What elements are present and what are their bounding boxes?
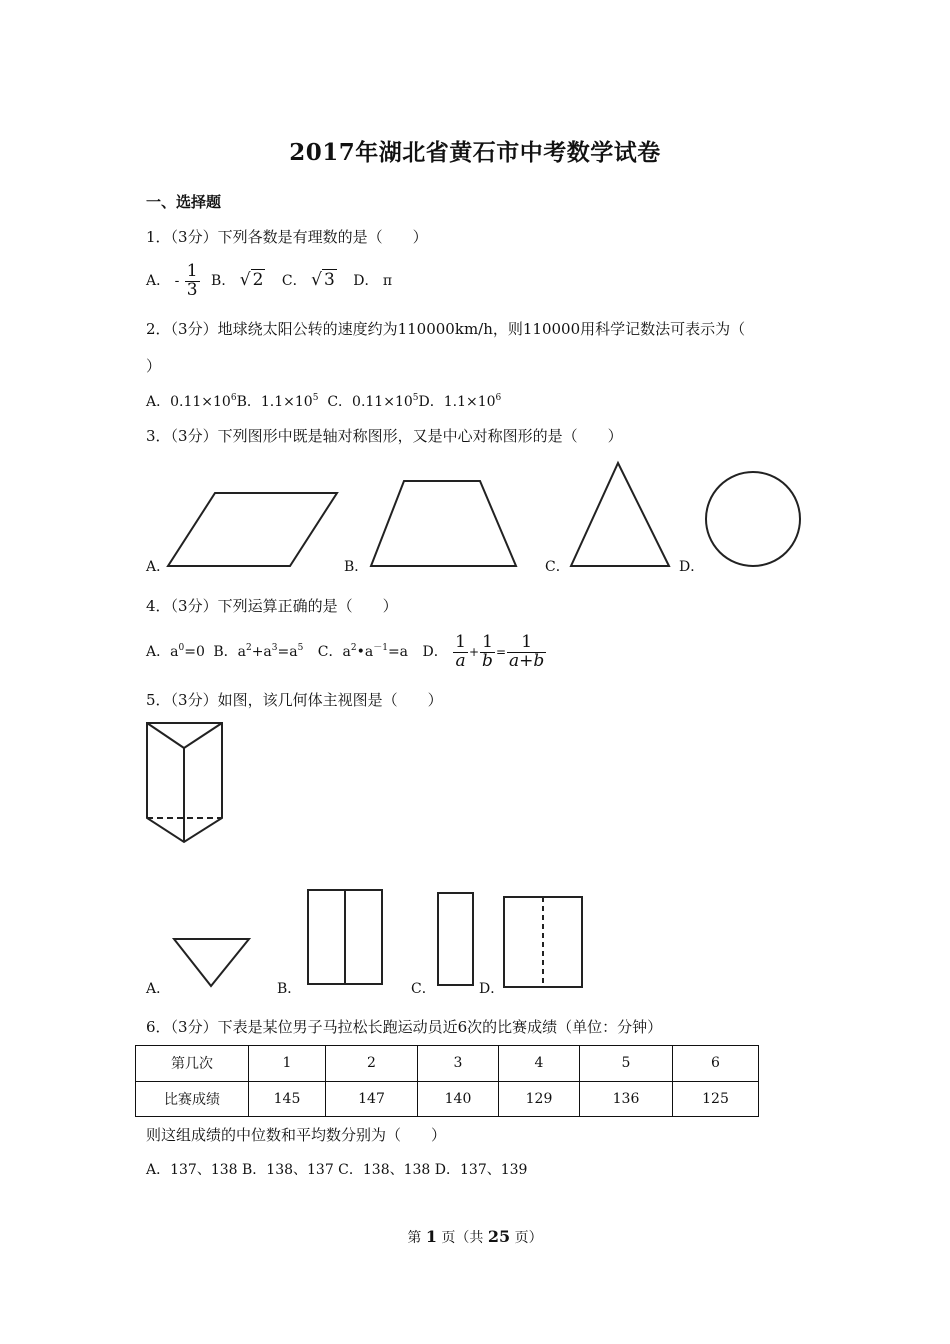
option-c-label: C．	[317, 644, 343, 660]
parallelogram-icon	[165, 490, 340, 570]
option-b-label: B．	[213, 644, 238, 660]
triangular-prism-icon	[144, 720, 226, 846]
option-c-label: C．	[327, 394, 353, 410]
option-d-pi: π	[382, 273, 393, 289]
table-cell: 140	[418, 1081, 499, 1117]
page-title: 2017年湖北省黄石市中考数学试卷	[289, 139, 661, 166]
rectangle-dashed-icon	[502, 895, 584, 989]
option-d-value: 1.1×10	[443, 394, 496, 410]
option-d-fraction-3: $\frac{1}{a+b}$	[509, 631, 545, 671]
option-d-exponent: 6	[495, 393, 502, 403]
question-6-question: 则这组成绩的中位数和平均数分别为（ ）	[146, 1126, 447, 1144]
table-row	[136, 1046, 759, 1082]
table-cell: 129	[499, 1081, 580, 1117]
table-cell: 136	[580, 1081, 673, 1117]
option-d-label: D．	[418, 394, 444, 410]
question-1-options	[146, 258, 392, 302]
table-row	[136, 1081, 759, 1117]
table-cell: 5	[580, 1046, 673, 1082]
question-4-options: A．$a^0=0$ B．$a^2+a^3=a^5$ C．$a^2•a^{-1}=a$ D． $\frac{1}{a}$ + $\frac{1}{b}$ = $\frac{1}{a+b}$	[146, 631, 545, 671]
question-2-options	[146, 391, 501, 411]
option-d-label: D．	[422, 644, 448, 660]
option-c-value: 0.11×10	[352, 394, 413, 410]
option-b-exponent: 5	[312, 393, 319, 403]
option-a-exponent: 6	[230, 393, 237, 403]
question-6-stem: 6．（3分）下表是某位男子马拉松长跑运动员近6次的比赛成绩（单位：分钟）	[146, 1018, 663, 1036]
page-number: 1	[425, 1227, 437, 1246]
option-a-sign: -	[174, 273, 180, 289]
option-b-value: 1.1×10	[260, 394, 313, 410]
question-5-stem: 5．（3分）如图，该几何体主视图是（ ）	[146, 691, 443, 709]
table-cell: 3	[418, 1046, 499, 1082]
option-d-fraction-1: $\frac{1}{a}$	[455, 631, 466, 671]
option-a-label: A．	[146, 273, 171, 289]
option-c-exponent: 5	[412, 393, 419, 403]
table-cell: 147	[326, 1081, 418, 1117]
table-header-cell: 第几次	[136, 1046, 249, 1082]
option-b-label: B．	[236, 394, 261, 410]
option-a-label: A．	[146, 644, 171, 660]
trapezoid-icon	[368, 478, 520, 570]
option-a-value: 0.11×10	[170, 394, 231, 410]
table-cell: 4	[499, 1046, 580, 1082]
page-total: 25	[487, 1227, 511, 1246]
option-d-fraction-2: $\frac{1}{b}$	[482, 631, 493, 671]
table-cell: 145	[249, 1081, 326, 1117]
table-cell: 2	[326, 1046, 418, 1082]
option-a-fraction: $\frac{1}{3}$	[186, 260, 198, 300]
option-d-label: D．	[353, 273, 379, 289]
q5-option-a-label: A．	[146, 981, 171, 997]
option-b-label: B．	[211, 273, 236, 289]
table-cell: 1	[249, 1046, 326, 1082]
table-cell: 125	[673, 1081, 759, 1117]
table-header-cell: 比赛成绩	[136, 1081, 249, 1117]
table-cell: 6	[673, 1046, 759, 1082]
question-2-stem-line1: 2．（3分）地球绕太阳公转的速度约为110000km/h，则110000用科学记数法可表示为（	[146, 320, 746, 338]
option-b-sqrt: √ 2	[239, 270, 264, 290]
triangle-icon	[568, 460, 674, 570]
q3-option-a-label: A．	[146, 559, 171, 575]
inverted-triangle-icon	[172, 937, 252, 989]
question-6-options: A．137、138 B．138、137 C．138、138 D．137、139	[146, 1162, 528, 1178]
q3-option-b-label: B．	[344, 559, 369, 575]
question-1-stem: 1．（3分）下列各数是有理数的是（ ）	[146, 228, 428, 246]
question-3-stem: 3．（3分）下列图形中既是轴对称图形，又是中心对称图形的是（ ）	[146, 427, 623, 445]
two-rectangles-icon	[306, 888, 384, 986]
q3-option-d-label: D．	[679, 559, 705, 575]
q5-option-b-label: B．	[277, 981, 302, 997]
scores-table	[135, 1045, 759, 1117]
option-a-label: A．	[146, 394, 171, 410]
q3-option-c-label: C．	[545, 559, 570, 575]
page-footer: 第 1 页（共 25 页）	[407, 1227, 543, 1246]
q5-option-c-label: C．	[411, 981, 436, 997]
section-heading: 一、选择题	[146, 193, 222, 211]
circle-icon	[702, 470, 804, 570]
option-c-label: C．	[281, 273, 307, 289]
narrow-rectangle-icon	[436, 891, 476, 987]
option-c-sqrt: √ 3	[311, 270, 335, 290]
question-4-stem: 4．（3分）下列运算正确的是（ ）	[146, 597, 398, 615]
question-2-stem-line2: ）	[146, 357, 162, 375]
q5-option-d-label: D．	[479, 981, 505, 997]
